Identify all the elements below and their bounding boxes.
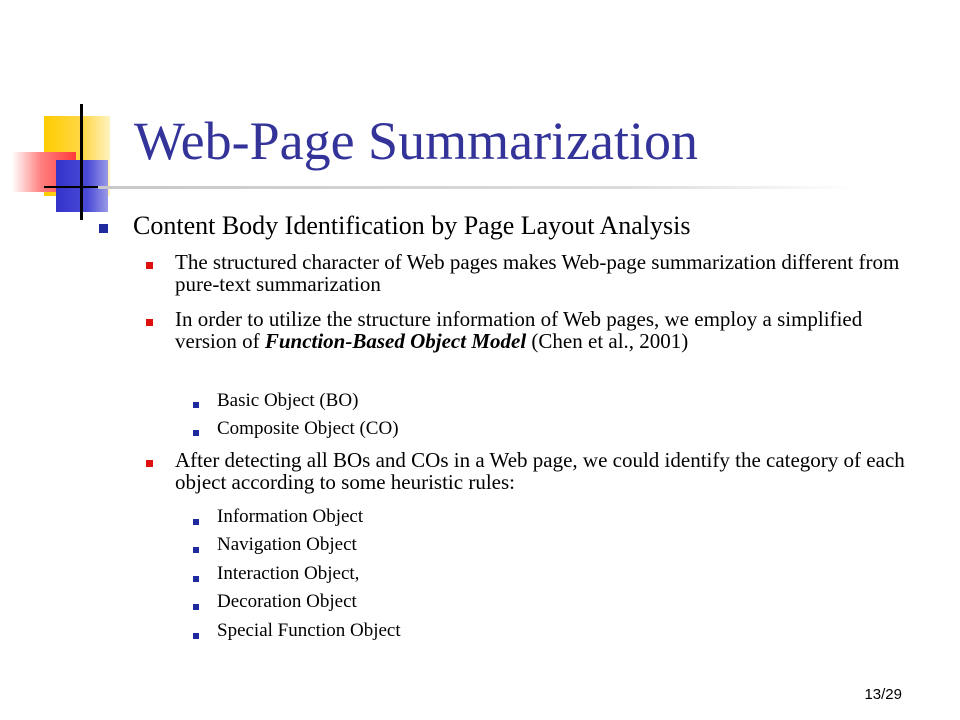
bullet-icon	[193, 633, 199, 639]
bullet-icon	[193, 402, 199, 408]
category-item: Information Object	[217, 506, 364, 527]
bullet-icon	[146, 319, 153, 326]
bullet-icon	[99, 224, 108, 233]
page-number: 13/29	[864, 686, 902, 703]
bullet-icon	[193, 519, 199, 525]
bullet-icon	[193, 576, 199, 582]
bullet-icon	[193, 430, 199, 436]
heading-item: Content Body Identification by Page Layout Analysis	[133, 211, 691, 240]
point-3: After detecting all BOs and COs in a Web page, we could identify the category of each object according to some heuristic rules:	[175, 448, 905, 494]
category-item: Navigation Object	[217, 534, 357, 555]
point-2-emphasis: Function-Based Object Model	[264, 329, 527, 353]
bullet-icon	[146, 460, 153, 467]
bullet-icon	[146, 262, 153, 269]
vertical-line-decoration	[80, 104, 83, 220]
object-item: Composite Object (CO)	[217, 418, 399, 439]
bullet-icon	[193, 604, 199, 610]
category-item: Decoration Object	[217, 591, 357, 612]
bullet-icon	[193, 547, 199, 553]
point-2-text: In order to utilize the structure information of Web pages, we employ a simplified version of	[175, 307, 863, 353]
point-2-citation: (Chen et al., 2001)	[526, 329, 689, 353]
category-item: Special Function Object	[217, 620, 401, 641]
point-1: The structured character of Web pages makes Web-page summarization different from pure-text summarization	[175, 250, 900, 296]
slide-title: Web-Page Summarization	[134, 111, 698, 171]
point-2	[175, 308, 925, 352]
slide-logo-decoration	[0, 0, 140, 230]
category-item: Interaction Object,	[217, 563, 360, 584]
object-item: Basic Object (BO)	[217, 390, 359, 411]
title-divider	[98, 186, 858, 189]
